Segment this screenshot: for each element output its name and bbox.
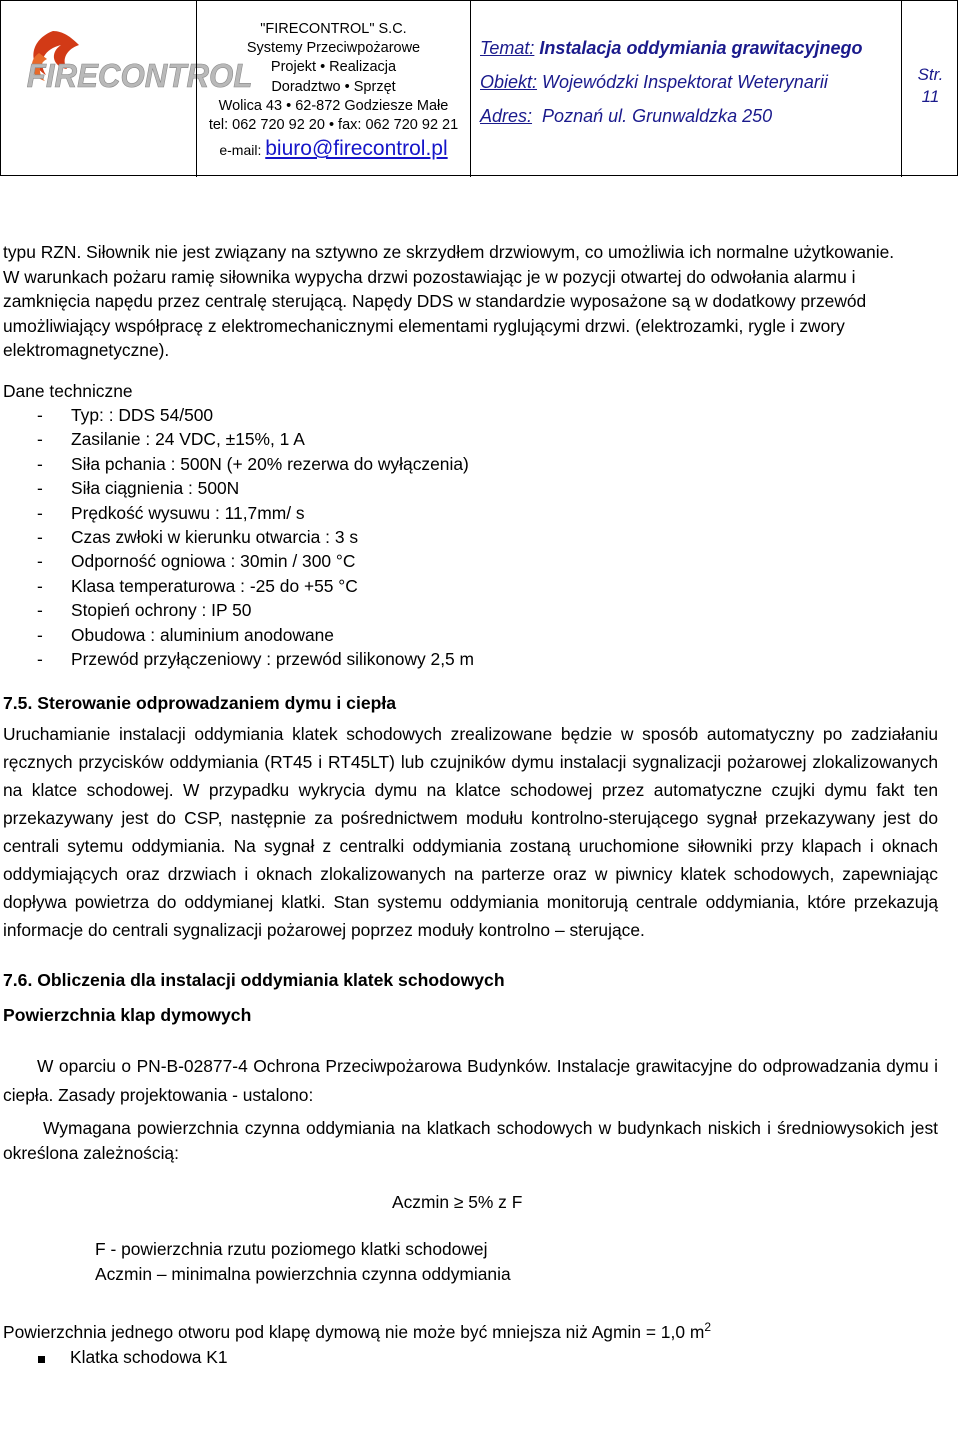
page-number: 11 (921, 87, 940, 106)
surface-heading: Powierzchnia klap dymowych (3, 1005, 252, 1026)
project-info (470, 1, 901, 177)
tech-spec-item: - Obudowa : aluminium anodowane (3, 623, 938, 647)
company-phones: tel: 062 720 92 20 • fax: 062 720 92 21 (208, 117, 459, 134)
company-line2: Projekt • Realizacja (270, 59, 397, 76)
tech-spec-item: - Czas zwłoki w kierunku otwarcia : 3 s (3, 525, 938, 549)
page-label: Str. (917, 65, 944, 84)
page-number-box (901, 1, 959, 177)
definition-aczmin: Aczmin – minimalna powierzchnia czynna oddymiania (95, 1263, 511, 1284)
document-header (0, 0, 958, 176)
min-opening-superscript: 2 (704, 1320, 711, 1335)
topic-line (480, 38, 863, 59)
email-label: e-mail: (219, 142, 262, 159)
tech-spec-item: - Przewód przyłączeniowy : przewód silikonowy 2,5 m (3, 647, 938, 671)
definition-f: F - powierzchnia rzutu poziomego klatki schodowej (95, 1239, 488, 1260)
tech-spec-item: - Odporność ogniowa : 30min / 300 °C (3, 549, 938, 573)
tech-spec-item: - Siła pchania : 500N (+ 20% rezerwa do wyłączenia) (3, 452, 938, 476)
topic-label: Temat: (480, 38, 535, 58)
document-body (3, 240, 938, 1369)
formula: Aczmin ≥ 5% z F (392, 1191, 523, 1212)
intro-paragraph: typu RZN. Siłownik nie jest związany na sztywno ze skrzydłem drzwiowym, co umożliwia ich normalne użytkowanie. (3, 242, 895, 262)
tech-spec-item: - Klasa temperaturowa : -25 do +55 °C (3, 574, 938, 598)
stair-list-item: Klatka schodowa K1 (3, 1345, 938, 1370)
email-link[interactable]: biuro@firecontrol.pl (265, 137, 448, 161)
section-7-6-title: 7.6. Obliczenia dla instalacji oddymiania klatek schodowych (3, 969, 505, 990)
company-line3: Doradztwo • Sprzęt (271, 78, 396, 95)
company-email-line (197, 139, 470, 160)
tech-spec-list (3, 403, 938, 671)
section-7-5-text: Uruchamianie instalacji oddymiania klatek schodowych zrealizowane będzie w sposób automatyczny po zadziałaniu ręcznych przycisków oddymiania (RT45 i RT45LT) lub czujników dymu instalacji sygnalizacji pożarowej zlokalizowanych na klatce schodowej. W przypadku wykrycia dymu na klatce schodowej przez automatyczne czujki dymu fakt ten przekazywany jest do CSP, następnie za pośrednictwem modułu kontrolno-sterującego sygnał przekazywany jest do centrali sytemu oddymiania. Na sygnał z centralki oddymiania zostaną uruchomione siłowniki przy klapach i oknach oddymiających oraz drzwiach i oknach zlokalizowanych na parterze oraz w piwnicy klatek schodowych, zapewniając dopływa powietrza do oddymianej klatki. Stan systemu oddymiania monitorują centrale oddymiania, które przekazują informacje do centrali sygnalizacji pożarowej poprzez moduły kontrolno – sterujące. (3, 723, 938, 940)
topic-value: Instalacja oddymiania grawitacyjnego (539, 38, 863, 58)
object-value: Wojewódzki Inspektorat Weterynarii (542, 72, 828, 92)
drive-paragraph: W warunkach pożaru ramię siłownika wypycha drzwi pozostawiając je w pozycji otwartej do odwołania alarmu i zamknięcia napędu przez centralę sterującą. Napędy DDS w standardzie wyposażone są w dodatkowy przewód umożliwiający współpracę z elektromechanicznymi elementami ryglującymi drzwi. (elektrozamki, rygle i zwory elektromagnetyczne). (3, 266, 867, 360)
section-7-5-title: 7.5. Sterowanie odprowadzaniem dymu i ciepła (3, 693, 397, 714)
tech-spec-item: - Stopień ochrony : IP 50 (3, 598, 938, 622)
tech-spec-item: - Prędkość wysuwu : 11,7mm/ s (3, 501, 938, 525)
min-opening-text (3, 1315, 938, 1344)
address-label: Adres: (480, 106, 533, 126)
company-name: "FIRECONTROL" S.C. (260, 21, 407, 37)
address-value: Poznań ul. Grunwaldzka 250 (542, 106, 773, 126)
object-label: Obiekt: (480, 72, 538, 92)
stair-list (3, 1345, 938, 1370)
required-paragraph: Wymagana powierzchnia czynna oddymiania na klatkach schodowych w budynkach niskich i średniowysokich jest określona zależnością: (3, 1117, 938, 1164)
address-line (480, 106, 772, 127)
company-address: Wolica 43 • 62-872 Godziesze Małe (218, 97, 449, 114)
tech-heading: Dane techniczne (3, 380, 133, 401)
tech-spec-item: - Typ: : DDS 54/500 (3, 403, 938, 427)
company-info (196, 1, 470, 177)
logo-wordmark: FIRECONTROL (26, 56, 253, 95)
company-line1: Systemy Przeciwpożarowe (246, 40, 421, 57)
tech-spec-item: - Zasilanie : 24 VDC, ±15%, 1 A (3, 427, 938, 451)
object-line (480, 72, 828, 93)
tech-spec-item: - Siła ciągnienia : 500N (3, 476, 938, 500)
min-opening-main: Powierzchnia jednego otworu pod klapę dymową nie może być mniejsza niż Agmin = 1,0 m (3, 1322, 705, 1343)
norm-paragraph: W oparciu o PN-B-02877-4 Ochrona Przeciwpożarowa Budynków. Instalacje grawitacyjne do odprowadzania dymu i ciepła. Zasady projektowania - ustalono: (3, 1055, 938, 1105)
